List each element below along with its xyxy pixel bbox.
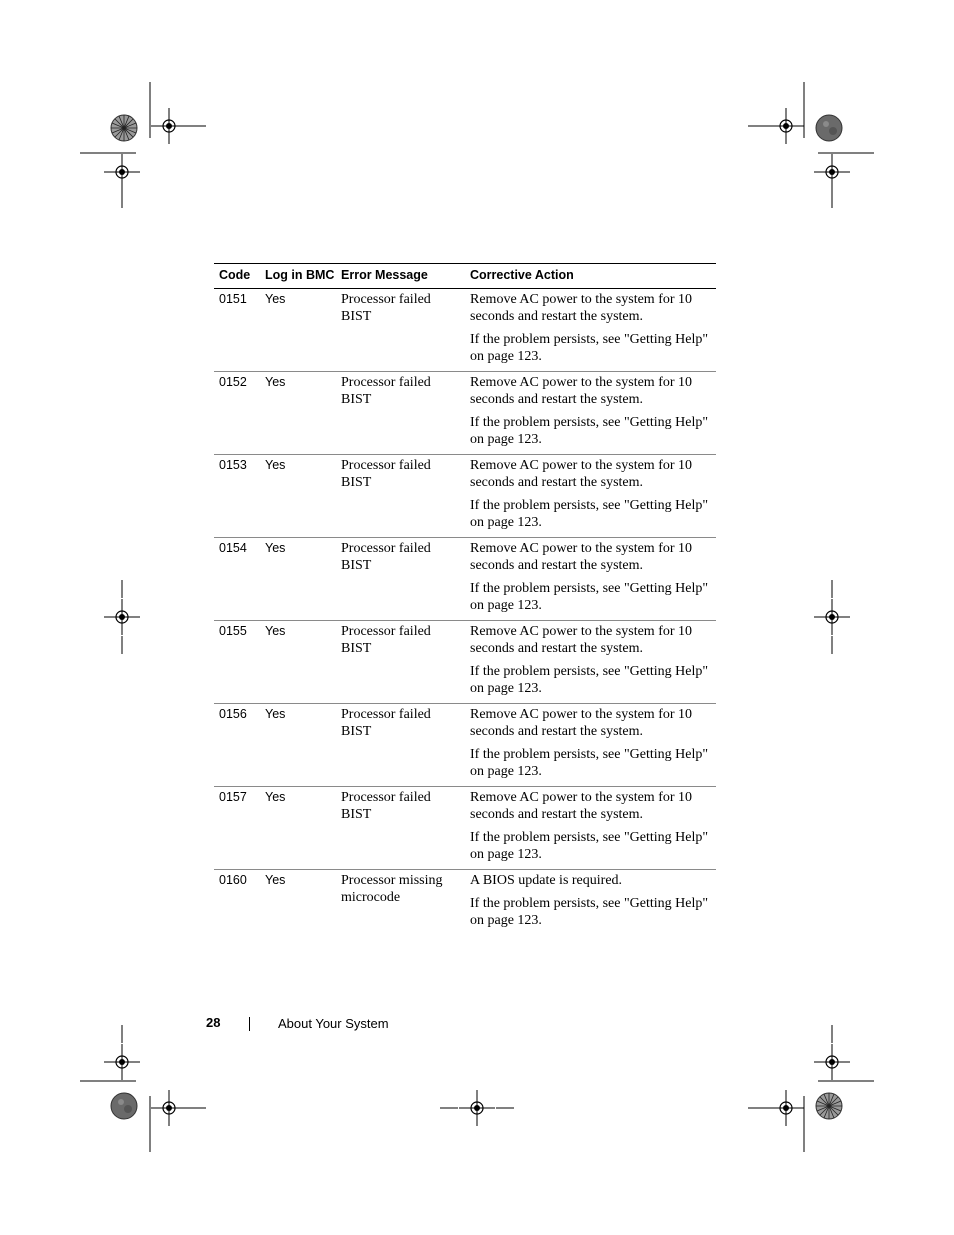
cell-message: Processor failed BIST — [336, 289, 465, 372]
action-text: Remove AC power to the system for 10 seconds and restart the system. — [470, 790, 693, 822]
cell-code: 0153 — [214, 455, 260, 538]
cell-code: 0152 — [214, 372, 260, 455]
cell-action — [465, 289, 716, 372]
cell-code: 0154 — [214, 538, 260, 621]
cell-action — [465, 704, 716, 787]
cell-action — [465, 372, 716, 455]
action-text: If the problem persists, see "Getting Help" on page 123. — [470, 415, 709, 447]
cell-message: Processor failed BIST — [336, 455, 465, 538]
cell-bmc: Yes — [260, 787, 336, 870]
header-corrective-action: Corrective Action — [465, 264, 716, 289]
error-code-table — [214, 263, 716, 935]
action-text: If the problem persists, see "Getting Help" on page 123. — [470, 896, 709, 928]
cell-bmc: Yes — [260, 621, 336, 704]
cell-bmc: Yes — [265, 873, 286, 887]
table-row — [214, 787, 716, 870]
cell-message: Processor failed BIST — [336, 704, 465, 787]
action-text: Remove AC power to the system for 10 seconds and restart the system. — [470, 458, 693, 490]
cell-action — [465, 621, 716, 704]
footer-separator — [249, 1017, 250, 1031]
header-error-message: Error Message — [336, 264, 465, 289]
cell-action — [465, 870, 716, 936]
cell-message: Processor failed BIST — [336, 538, 465, 621]
table-row — [214, 289, 716, 372]
action-text: If the problem persists, see "Getting Help" on page 123. — [470, 332, 709, 364]
action-text: If the problem persists, see "Getting Help" on page 123. — [470, 664, 709, 696]
footer-section-title: About Your System — [278, 1016, 389, 1031]
action-text: Remove AC power to the system for 10 seconds and restart the system. — [470, 707, 693, 739]
cell-action — [465, 787, 716, 870]
page-number: 28 — [206, 1015, 221, 1030]
action-text: Remove AC power to the system for 10 seconds and restart the system. — [470, 624, 693, 656]
cell-code: 0151 — [214, 289, 260, 372]
cell-action — [465, 538, 716, 621]
table-header-row — [214, 264, 716, 289]
header-log-in-bmc: Log in BMC — [260, 264, 336, 289]
cell-message: Processor failed BIST — [336, 621, 465, 704]
action-text: If the problem persists, see "Getting Help" on page 123. — [470, 581, 709, 613]
cell-bmc: Yes — [260, 704, 336, 787]
header-code: Code — [214, 264, 260, 289]
cell-message: Processor failed BIST — [336, 787, 465, 870]
cell-bmc: Yes — [260, 538, 336, 621]
table-row — [214, 455, 716, 538]
action-text: Remove AC power to the system for 10 seconds and restart the system. — [470, 292, 693, 324]
action-text: If the problem persists, see "Getting Help" on page 123. — [470, 747, 709, 779]
cell-message: Processor missing microcode — [341, 873, 443, 905]
table-row — [214, 704, 716, 787]
table-row — [214, 372, 716, 455]
table-row — [214, 870, 716, 936]
table-row — [214, 621, 716, 704]
cell-action — [465, 455, 716, 538]
action-text: Remove AC power to the system for 10 seconds and restart the system. — [470, 375, 693, 407]
action-text: If the problem persists, see "Getting Help" on page 123. — [470, 498, 709, 530]
action-text: Remove AC power to the system for 10 seconds and restart the system. — [470, 541, 693, 573]
action-text: If the problem persists, see "Getting Help" on page 123. — [470, 830, 709, 862]
table-row — [214, 538, 716, 621]
cell-code: 0156 — [214, 704, 260, 787]
cell-bmc: Yes — [260, 455, 336, 538]
cell-bmc: Yes — [260, 372, 336, 455]
cell-code: 0155 — [214, 621, 260, 704]
cell-code: 0157 — [214, 787, 260, 870]
action-text: A BIOS update is required. — [470, 873, 623, 888]
cell-bmc: Yes — [260, 289, 336, 372]
cell-message: Processor failed BIST — [336, 372, 465, 455]
cell-code: 0160 — [219, 873, 247, 887]
